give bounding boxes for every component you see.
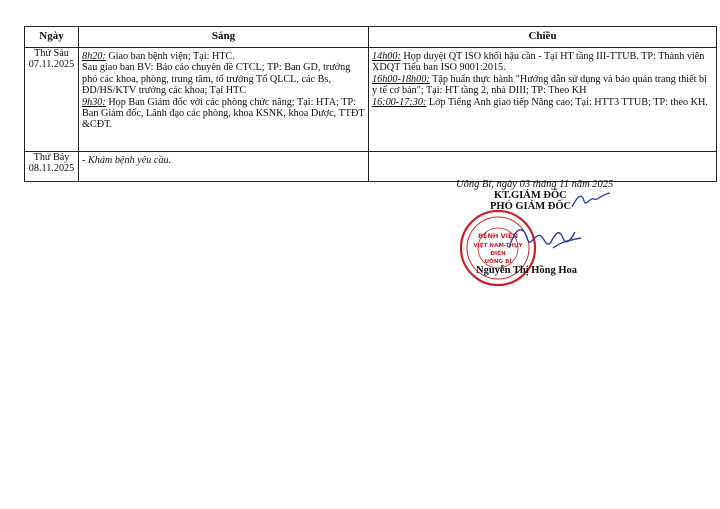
signer-title-1: KT.GIÁM ĐỐC xyxy=(494,190,567,201)
entry-text: Giao ban bệnh viện; Tại: HTC. xyxy=(105,51,235,62)
entry-time: 14h00: xyxy=(372,51,401,62)
schedule-entry xyxy=(82,62,365,96)
table-row xyxy=(25,48,717,152)
day-cell xyxy=(25,48,79,152)
morning-cell xyxy=(79,152,369,182)
place-date: Uông Bí, ngày 03 tháng 11 năm 2025 xyxy=(456,179,614,190)
entry-text: Họp Ban Giám đốc với các phòng chức năng; Tại: HTA; TP: Ban Giám đốc, Lãnh đạo các phòng, khoa KSNK, khoa Dược, TTĐT &CĐT. xyxy=(82,96,365,131)
entry-text: Lớp Tiếng Anh giao tiếp Nâng cao; Tại: HTT3 TTUB; TP: theo KH. xyxy=(426,96,708,108)
day-date: 08.11.2025 xyxy=(28,163,75,175)
header-morning: Sáng xyxy=(79,27,369,48)
header-day: Ngày xyxy=(25,27,79,48)
day-cell xyxy=(25,152,79,182)
header-afternoon: Chiều xyxy=(369,27,717,48)
day-date: 07.11.2025 xyxy=(28,59,75,71)
morning-cell xyxy=(79,48,369,152)
signer-title-2: PHÓ GIÁM ĐỐC xyxy=(490,201,572,212)
entry-time: 16:00-17:30: xyxy=(372,96,427,108)
afternoon-cell xyxy=(369,152,717,182)
schedule-entry xyxy=(82,51,365,62)
svg-text:UÔNG BÍ: UÔNG BÍ xyxy=(484,259,512,265)
schedule-entry xyxy=(372,74,713,97)
svg-text:VIỆT NAM-THỤY: VIỆT NAM-THỤY xyxy=(473,243,523,249)
schedule-entry xyxy=(372,97,713,108)
entry-time: 16h00-18h00: xyxy=(372,73,430,85)
handwritten-signature xyxy=(505,218,585,258)
svg-text:ĐIỂN: ĐIỂN xyxy=(490,251,506,257)
initial-signature xyxy=(570,191,612,211)
header-row xyxy=(25,27,717,48)
entry-text: Sau giao ban BV: Báo cáo chuyên đề CTCL; TP: Ban GD, trưởng phó các khoa, phòng, trung tâm, tổ trưởng Tổ QLCL, các Bs, ĐD/HS/KTV trưởng các khoa; Tại HTC xyxy=(82,62,351,97)
schedule-table xyxy=(24,26,717,182)
table-row xyxy=(25,152,717,182)
day-name: Thứ Sáu xyxy=(34,48,69,59)
entry-time: 8h20: xyxy=(82,51,106,62)
entry-text: Họp duyệt QT ISO khối hậu cần - Tại HT tầng III-TTUB. TP: Thành viên XDQT Tiểu ban ISO 9001:2015. xyxy=(372,51,705,74)
afternoon-cell xyxy=(369,48,717,152)
schedule-entry: - Khám bệnh yêu cầu. xyxy=(82,155,172,166)
signer-name: Nguyễn Thị Hồng Hoa xyxy=(476,265,578,276)
day-name: Thứ Bảy xyxy=(33,152,70,163)
schedule-entry xyxy=(82,97,365,131)
svg-text:BỆNH VIỆN: BỆNH VIỆN xyxy=(478,232,518,240)
entry-text: Tập huấn thực hành "Hướng dẫn sử dụng và bảo quản trang thiết bị y tế cơ bản"; Tại: HT tầng 2, nhà DIII; TP: Theo KH xyxy=(372,73,707,97)
entry-time: 9h30: xyxy=(82,96,106,108)
schedule-entry xyxy=(372,51,713,74)
